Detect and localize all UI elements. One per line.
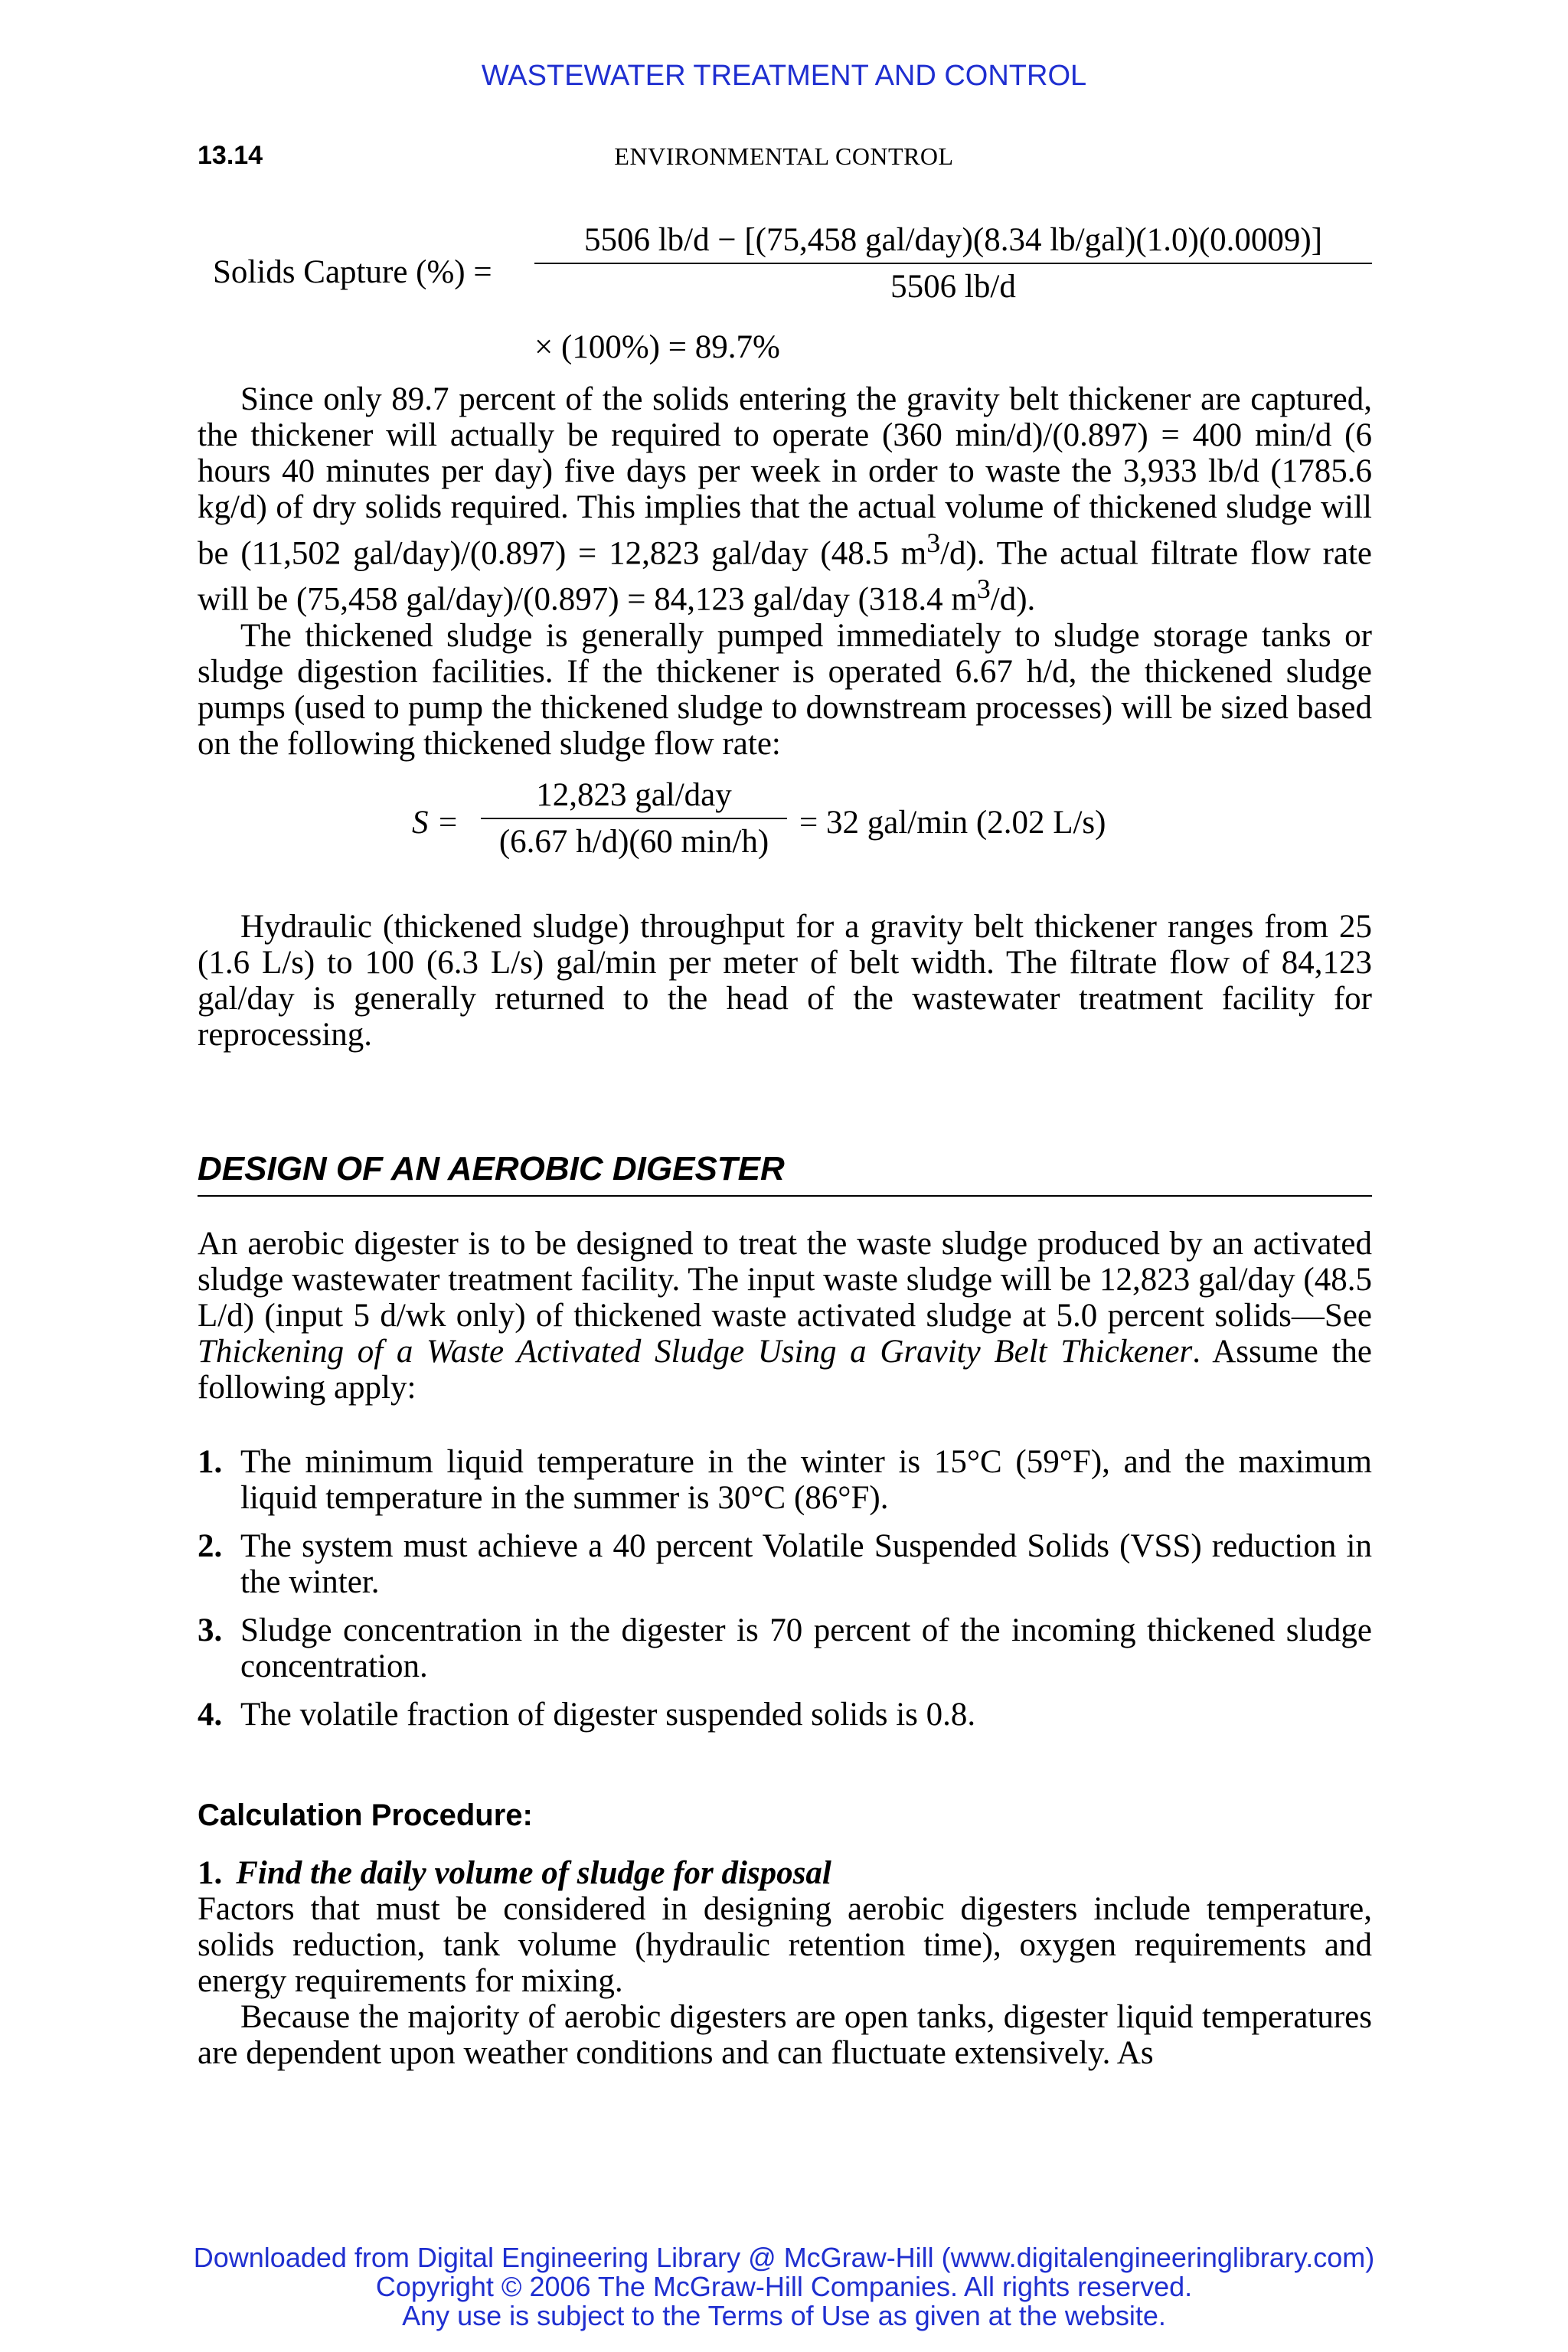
footer-copyright: Copyright © 2006 The McGraw-Hill Companies. All rights reserved. xyxy=(375,2271,1193,2302)
equation-result: = 32 gal/min (2.02 L/s) xyxy=(799,804,1106,841)
section-heading: DESIGN OF AN AEROBIC DIGESTER xyxy=(198,1149,1372,1197)
text-run: /d). The actual filtrate flow rate will be (75,458 gal/day)/(0.897) = 84,123 gal/day (318.4 m xyxy=(198,535,1373,618)
step-number: 1. xyxy=(198,1854,223,1891)
assumptions-list xyxy=(198,1444,1372,1733)
list-text: Sludge concentration in the digester is 70 percent of the incoming thickened sludge concentration. xyxy=(240,1612,1372,1684)
solids-capture-equation xyxy=(198,222,1372,368)
step-title: Find the daily volume of sludge for disposal xyxy=(236,1854,831,1891)
pump-flow-equation xyxy=(198,777,1372,892)
page-body xyxy=(198,222,1372,2071)
list-item xyxy=(198,1697,1372,1733)
cross-reference: Thickening of a Waste Activated Sludge Using a Gravity Belt Thickener xyxy=(198,1333,1193,1370)
equation-lhs: S = xyxy=(412,804,459,841)
list-text: The system must achieve a 40 percent Volatile Suspended Solids (VSS) reduction in the winter. xyxy=(240,1527,1372,1600)
book-banner-title: WASTEWATER TREATMENT AND CONTROL xyxy=(481,60,1087,92)
list-item xyxy=(198,1444,1372,1516)
paragraph-throughput: Hydraulic (thickened sludge) throughput for a gravity belt thickener ranges from 25 (1.6 L/s) to 100 (6.3 L/s) gal/min per meter of belt width. The filtrate flow of 84,123 gal/day is generally returned to the head of the wastewater treatment facility for reprocessing. xyxy=(198,908,1372,1053)
text-run: An aerobic digester is to be designed to treat the waste sludge produced by an activated sludge wastewater treatment facility. The input waste sludge will be 12,823 gal/day (48.5 L/d) (input 5 d/wk only) of thickened waste activated sludge at 5.0 percent solids—See xyxy=(198,1225,1372,1334)
footer-terms: Any use is subject to the Terms of Use as given at the website. xyxy=(402,2300,1166,2331)
text-run: . Assume the following apply: xyxy=(198,1333,1372,1406)
procedure-heading: Calculation Procedure: xyxy=(198,1798,533,1832)
list-number: 2. xyxy=(198,1527,223,1564)
equation-fraction xyxy=(481,777,787,860)
paragraph-operating-time xyxy=(198,381,1372,618)
list-number: 1. xyxy=(198,1443,223,1480)
paragraph-pumping: The thickened sludge is generally pumped immediately to sludge storage tanks or sludge digestion facilities. If the thickener is operated 6.67 h/d, the thickened sludge pumps (used to pump the thickened sludge to downstream processes) will be sized based on the following thickened sludge flow rate: xyxy=(198,617,1372,762)
list-item xyxy=(198,1612,1372,1684)
equation-numerator: 12,823 gal/day xyxy=(481,777,787,819)
paragraph-temperature: Because the majority of aerobic digesters are open tanks, digester liquid temperatures are dependent upon weather conditions and can fluctuate extensively. As xyxy=(198,1998,1372,2071)
list-text: The volatile fraction of digester suspended solids is 0.8. xyxy=(240,1696,976,1733)
footer-download-link[interactable]: Downloaded from Digital Engineering Library @ McGraw-Hill (www.digitalengineeringlibrary.com) xyxy=(193,2242,1375,2273)
equation-lhs: Solids Capture (%) = xyxy=(213,254,492,290)
equation-denominator: 5506 lb/d xyxy=(890,269,1016,305)
step-heading xyxy=(198,1855,1372,1891)
list-text: The minimum liquid temperature in the winter is 15°C (59°F), and the maximum liquid temperature in the summer is 30°C (86°F). xyxy=(240,1443,1372,1516)
text-run: Since only 89.7 percent of the solids entering the gravity belt thickener are captured, the thickener will actually be required to operate (360 min/d)/(0.897) = 400 min/d (6 hours 40 minutes per day) five days per week in order to waste the 3,933 lb/d (1785.6 kg/d) of dry solids required. This implies that the actual volume of thickened sludge will be (11,502 gal/day)/(0.897) = 12,823 gal/day (48.5 m xyxy=(198,381,1372,572)
equation-numerator: 5506 lb/d − [(75,458 gal/day)(8.34 lb/gal)(1.0)(0.0009)] xyxy=(534,222,1372,264)
paragraph-factors: Factors that must be considered in designing aerobic digesters include temperature, solids reduction, tank volume (hydraulic retention time), oxygen requirements and energy requirements for mixing. xyxy=(198,1890,1372,1999)
equation-fraction xyxy=(534,222,1372,305)
equation-result: × (100%) = 89.7% xyxy=(534,329,780,365)
list-number: 3. xyxy=(198,1612,223,1648)
text-run: /d). xyxy=(990,581,1036,618)
list-number: 4. xyxy=(198,1696,223,1733)
equation-denominator: (6.67 h/d)(60 min/h) xyxy=(498,823,769,860)
section-intro xyxy=(198,1226,1372,1406)
copyright-footer xyxy=(0,2243,1568,2331)
superscript: 3 xyxy=(976,573,991,605)
list-item xyxy=(198,1528,1372,1600)
page-number: 13.14 xyxy=(198,141,263,170)
superscript: 3 xyxy=(926,528,941,558)
running-head: ENVIRONMENTAL CONTROL xyxy=(614,142,954,170)
